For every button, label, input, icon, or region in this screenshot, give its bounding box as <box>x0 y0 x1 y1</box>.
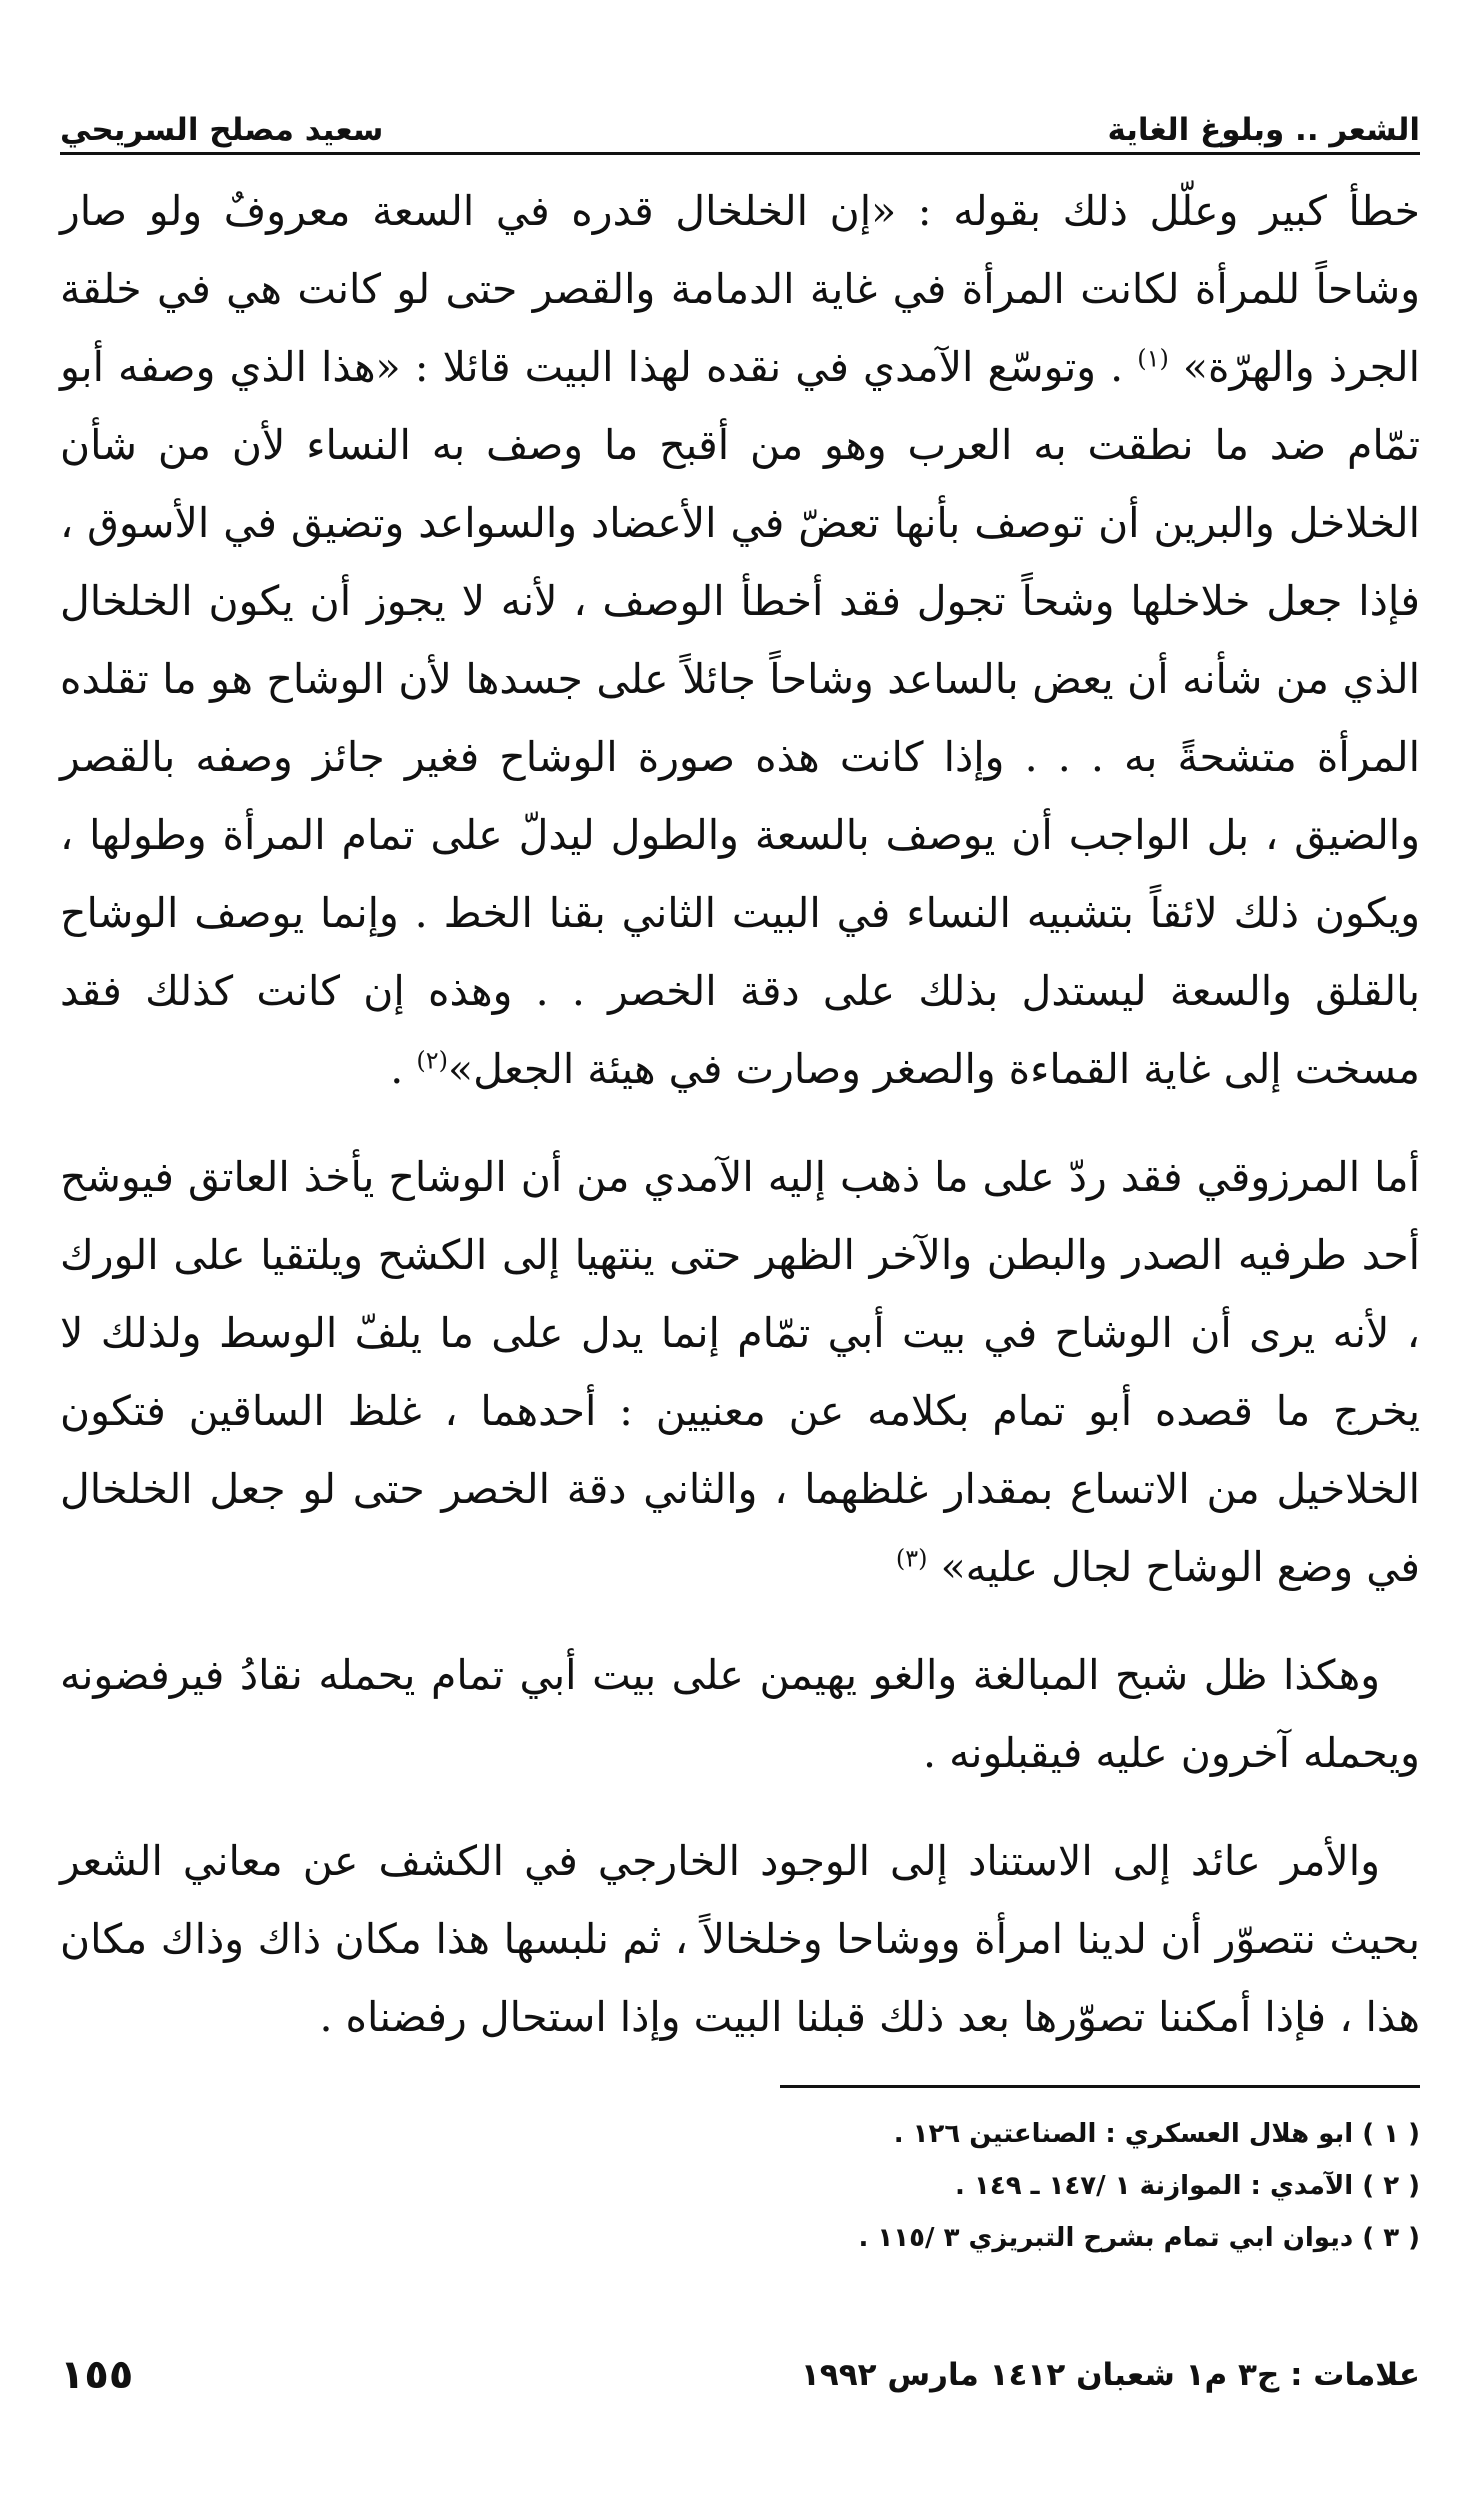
paragraph-spacer <box>60 1606 1420 1636</box>
footnote-2: ( ٢ ) الآمدي : الموازنة ١ /١٤٧ ـ ١٤٩ . <box>955 2171 1420 2201</box>
running-header <box>60 88 1420 148</box>
body-text <box>60 172 1420 2056</box>
paragraph-2 <box>60 1138 1420 1606</box>
footnotes <box>60 2108 1420 2264</box>
paragraph-4: والأمر عائد إلى الاستناد إلى الوجود الخارجي في الكشف عن معاني الشعر بحيث نتصوّر أن لدينا امرأة ووشاحا وخلخالاً ، ثم نلبسها هذا مكان ذاك وذاك مكان هذا ، فإذا أمكننا تصوّرها بعد ذلك قبلنا البيت وإذا استحال رفضناه . <box>60 1837 1420 2041</box>
paragraph-1-continuation: . وتوسّع الآمدي في نقده لهذا البيت قائلا : «هذا الذي وصفه أبو تمّام ضد ما نطقت به العرب وهو من أقبح ما وصف به النساء لأن من شأن الخلاخل والبرين أن توصف بأنها تعضّ في الأعضاد والسواعد وتضيق في الأسوق ، فإذا جعل خلاخلها وشحاً تجول فقد أخطأ الوصف ، لأنه لا يجوز أن يكون الخلخال الذي من شأنه أن يعض بالساعد وشاحاً جائلاً على جسدها لأن الوشاح هو ما تقلده المرأة متشحةً به . . . وإذا كانت هذه صورة الوشاح فغير جائز وصفه بالقصر والضيق ، بل الواجب أن يوصف بالسعة والطول ليدلّ على تمام المرأة وطولها ، ويكون ذلك لائقاً بتشبيه النساء في البيت الثاني بقنا الخط . وإنما يوصف الوشاح بالقلق والسعة ليستدل بذلك على دقة الخصر . . وهذه إن كانت كذلك فقد مسخت إلى غاية القماءة والصغر وصارت في هيئة الجعل» <box>60 343 1420 1093</box>
footnote-ref-1: (١) <box>1137 344 1169 373</box>
footnote-ref-2: (٢) <box>416 1046 448 1075</box>
document-page <box>60 0 1420 2496</box>
author-name: سعيد مصلح السريحي <box>60 112 384 148</box>
paragraph-2-text: أما المرزوقي فقد ردّ على ما ذهب إليه الآمدي من أن الوشاح يأخذ العاتق فيوشح أحد طرفيه الصدر والبطن والآخر الظهر حتى ينتهيا إلى الكشح ويلتقيا على الورك ، لأنه يرى أن الوشاح في بيت أبي تمّام إنما يدل على ما يلفّ الوسط ولذلك لا يخرج ما قصده أبو تمام بكلامه عن معنيين : أحدهما ، غلظ الساقين فتكون الخلاخيل من الاتساع بمقدار غلظهما ، والثاني دقة الخصر حتى لو جعل الخلخال في وضع الوشاح لجال عليه» <box>60 1153 1420 1591</box>
page-number: ١٥٥ <box>60 2352 134 2398</box>
paragraph-spacer <box>60 1792 1420 1822</box>
paragraph-spacer <box>60 1108 1420 1138</box>
journal-citation: علامات : ج٣ م١ شعبان ١٤١٢ مارس ١٩٩٢ <box>800 2357 1420 2393</box>
paragraph-1-text: خطأ كبير وعلّل ذلك بقوله : «إن الخلخال قدره في السعة معروفٌ ولو صار وشاحاً للمرأة لكانت المرأة في غاية الدمامة والقصر حتى لو كانت هي في خلقة الجرذ والهرّة» <box>60 187 1420 391</box>
header-divider <box>60 152 1420 155</box>
paragraph-3: وهكذا ظل شبح المبالغة والغو يهيمن على بيت أبي تمام يحمله نقادُ فيرفضونه ويحمله آخرون عليه فيقبلونه . <box>60 1651 1420 1777</box>
paragraph-1 <box>60 172 1420 1108</box>
footnote-1: ( ١ ) ابو هلال العسكري : الصناعتين ١٢٦ . <box>893 2119 1420 2149</box>
footnote-divider <box>780 2085 1420 2088</box>
running-footer <box>60 2352 1420 2398</box>
paragraph-1-end: . <box>390 1045 417 1093</box>
footnote-3: ( ٣ ) ديوان ابي تمام بشرح التبريزي ٣ /١١٥ . <box>858 2223 1420 2253</box>
chapter-title: الشعر .. وبلوغ الغاية <box>1107 112 1420 148</box>
footnote-ref-3: (٣) <box>895 1544 928 1573</box>
